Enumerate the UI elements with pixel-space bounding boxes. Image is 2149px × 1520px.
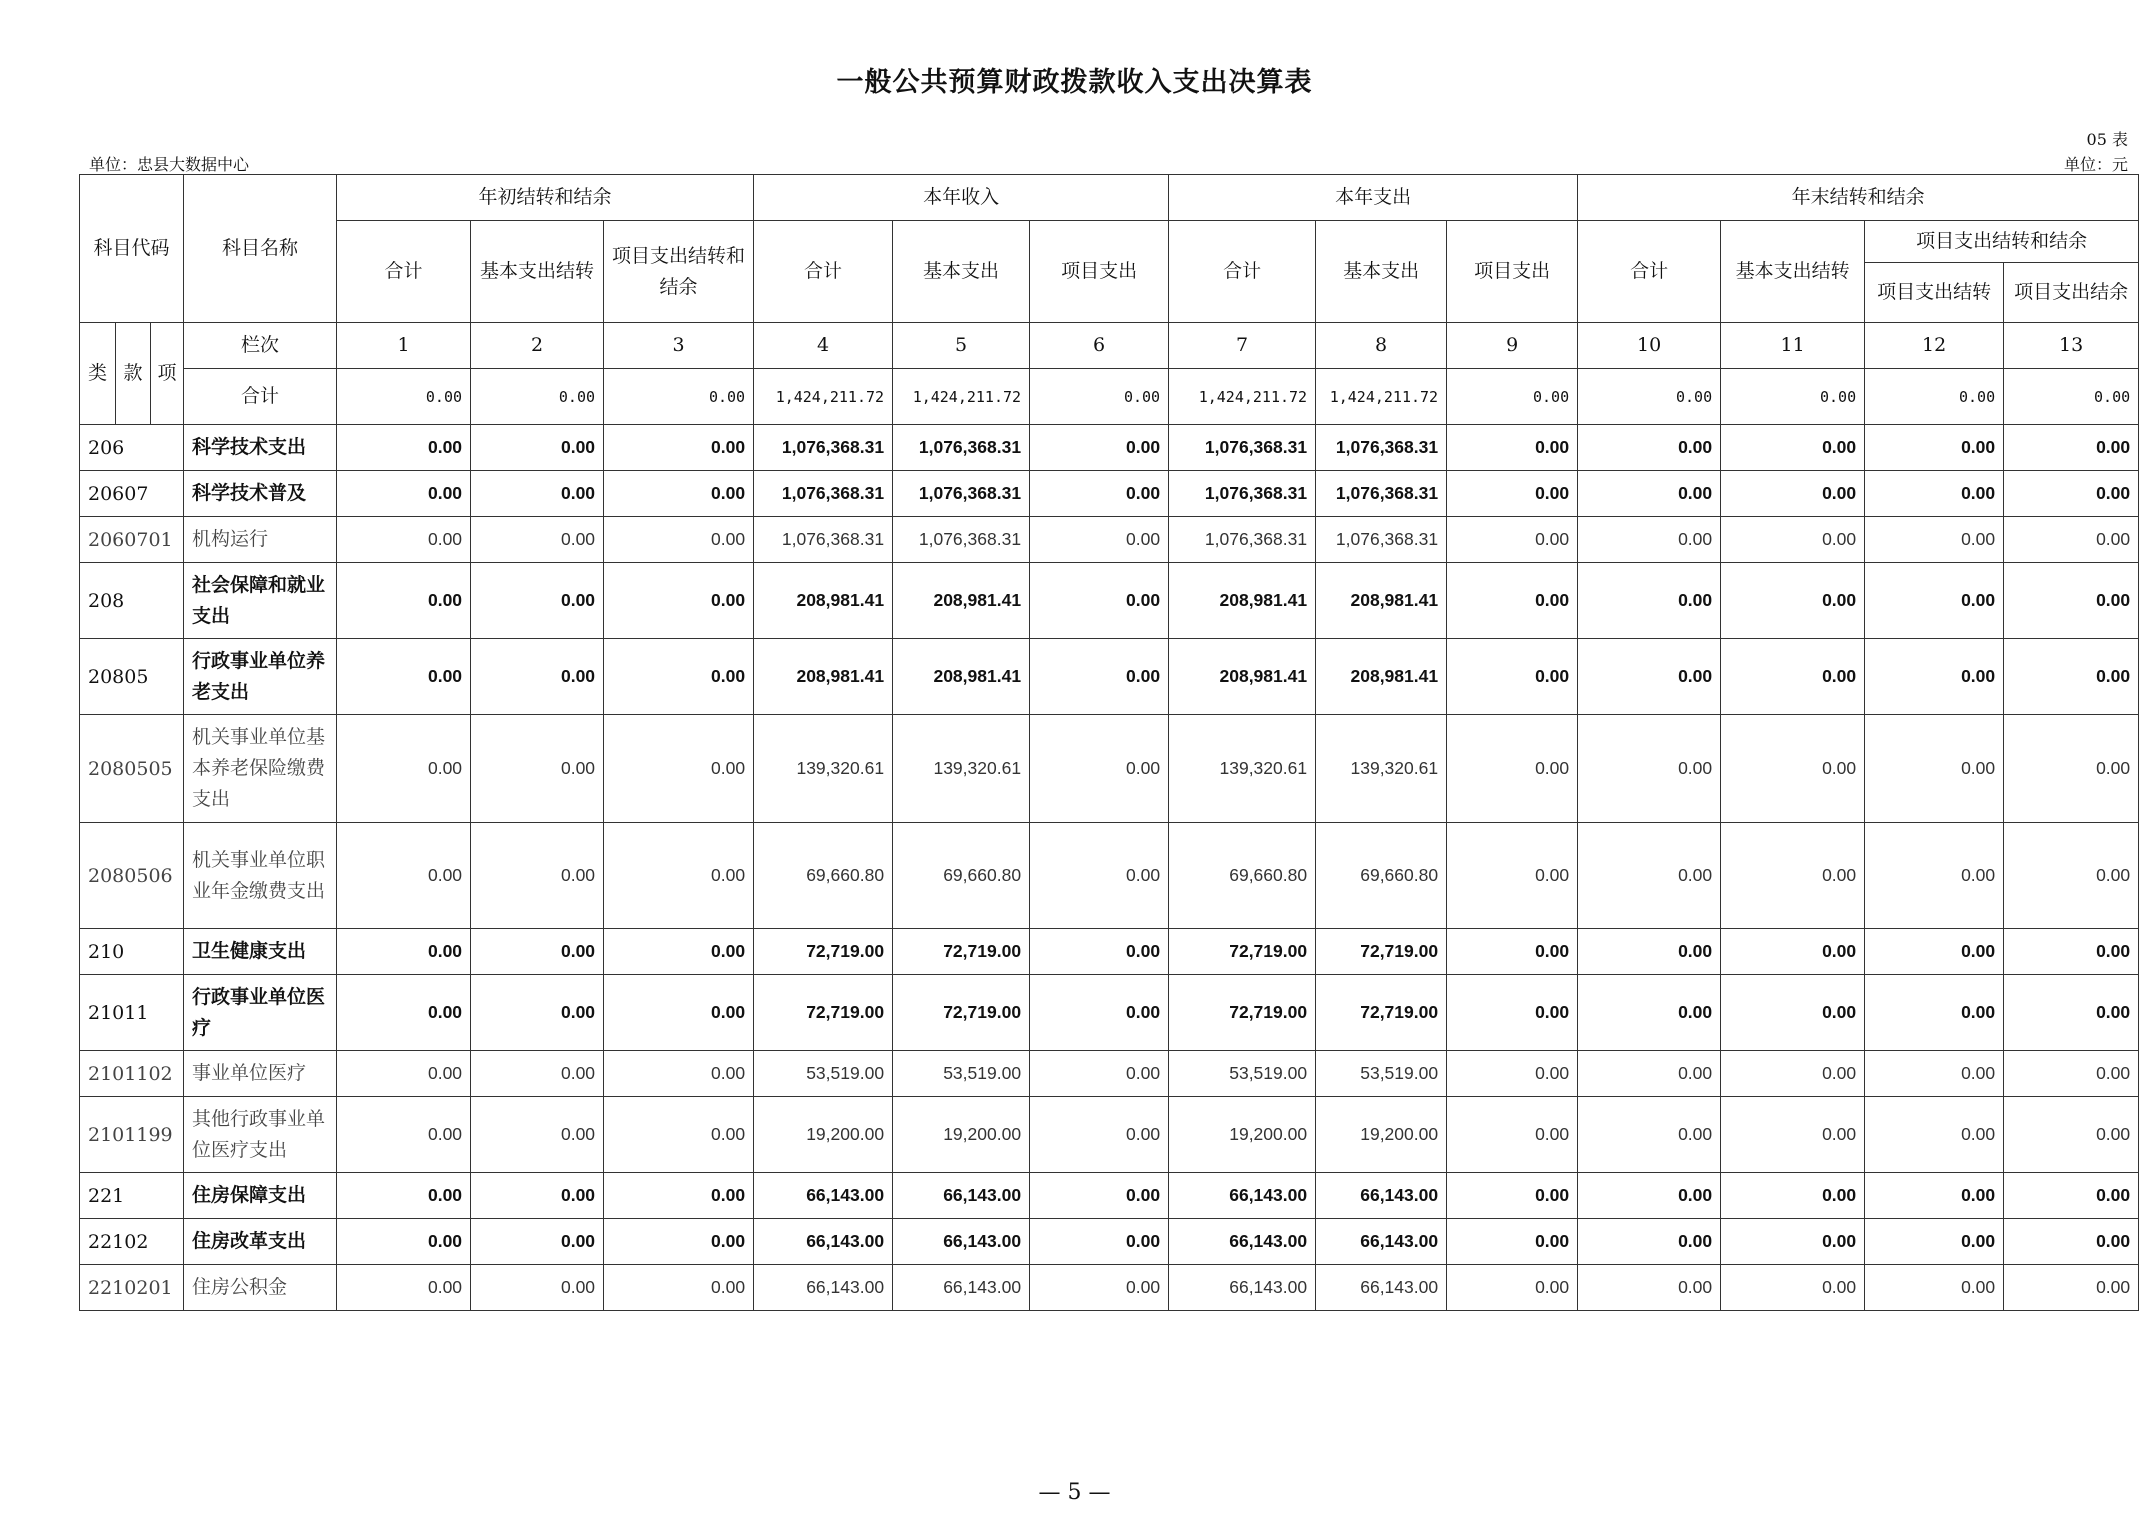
amount-cell: 1,076,368.31 <box>1169 425 1316 471</box>
total-value: 1,424,211.72 <box>893 369 1030 425</box>
subject-name: 机关事业单位职业年金缴费支出 <box>184 823 337 929</box>
amount-cell: 0.00 <box>2004 1265 2139 1311</box>
amount-cell: 0.00 <box>604 1097 754 1173</box>
amount-cell: 208,981.41 <box>754 639 893 715</box>
form-number: 05 表 <box>2086 130 2128 149</box>
amount-cell: 0.00 <box>337 1051 471 1097</box>
amount-cell: 0.00 <box>337 715 471 823</box>
amount-cell: 0.00 <box>1865 1265 2004 1311</box>
amount-cell: 66,143.00 <box>1169 1173 1316 1219</box>
header-group-closing: 年末结转和结余 <box>1578 175 2139 221</box>
table-body <box>80 425 2139 1311</box>
header-c1: 合计 <box>337 221 471 323</box>
amount-cell: 1,076,368.31 <box>893 471 1030 517</box>
amount-cell: 0.00 <box>1865 517 2004 563</box>
amount-cell: 0.00 <box>1578 517 1721 563</box>
amount-cell: 0.00 <box>1578 929 1721 975</box>
col-number: 11 <box>1721 323 1865 369</box>
amount-cell: 208,981.41 <box>1169 563 1316 639</box>
table-row <box>80 517 2139 563</box>
total-value: 0.00 <box>1865 369 2004 425</box>
amount-cell: 19,200.00 <box>1316 1097 1447 1173</box>
amount-cell: 0.00 <box>2004 1097 2139 1173</box>
table-row <box>80 1051 2139 1097</box>
amount-cell: 0.00 <box>337 1265 471 1311</box>
header-c6: 项目支出 <box>1030 221 1169 323</box>
amount-cell: 0.00 <box>1447 1219 1578 1265</box>
amount-cell: 0.00 <box>1030 471 1169 517</box>
table-row <box>80 639 2139 715</box>
amount-cell: 0.00 <box>1447 1051 1578 1097</box>
total-value: 0.00 <box>1447 369 1578 425</box>
amount-cell: 0.00 <box>1721 471 1865 517</box>
amount-cell: 0.00 <box>1721 517 1865 563</box>
header-c13: 项目支出结余 <box>2004 263 2139 323</box>
amount-cell: 0.00 <box>337 929 471 975</box>
amount-cell: 0.00 <box>1578 715 1721 823</box>
amount-cell: 0.00 <box>2004 823 2139 929</box>
page-number: — 5 — <box>1038 1480 1111 1505</box>
header-c2: 基本支出结转 <box>471 221 604 323</box>
amount-cell: 0.00 <box>1030 1097 1169 1173</box>
subject-name: 行政事业单位养老支出 <box>184 639 337 715</box>
amount-cell: 0.00 <box>604 563 754 639</box>
amount-cell: 0.00 <box>471 823 604 929</box>
subject-code: 2080506 <box>80 823 184 929</box>
amount-cell: 0.00 <box>2004 1051 2139 1097</box>
amount-cell: 0.00 <box>471 1097 604 1173</box>
subject-code: 2101199 <box>80 1097 184 1173</box>
table-row <box>80 715 2139 823</box>
header-c9: 项目支出 <box>1447 221 1578 323</box>
amount-cell: 139,320.61 <box>1316 715 1447 823</box>
currency-unit: 单位：元 <box>2063 155 2128 174</box>
amount-cell: 66,143.00 <box>1169 1265 1316 1311</box>
subject-name: 行政事业单位医疗 <box>184 975 337 1051</box>
amount-cell: 69,660.80 <box>893 823 1030 929</box>
amount-cell: 0.00 <box>1447 1173 1578 1219</box>
amount-cell: 72,719.00 <box>1169 929 1316 975</box>
amount-cell: 0.00 <box>2004 1219 2139 1265</box>
amount-cell: 0.00 <box>1578 1173 1721 1219</box>
total-value: 1,424,211.72 <box>1169 369 1316 425</box>
amount-cell: 0.00 <box>1030 425 1169 471</box>
total-value: 0.00 <box>1721 369 1865 425</box>
amount-cell: 0.00 <box>1721 1097 1865 1173</box>
amount-cell: 0.00 <box>471 639 604 715</box>
col-number: 7 <box>1169 323 1316 369</box>
total-value: 0.00 <box>1578 369 1721 425</box>
amount-cell: 0.00 <box>1447 639 1578 715</box>
amount-cell: 0.00 <box>604 715 754 823</box>
header-c7: 合计 <box>1169 221 1316 323</box>
table-row <box>80 975 2139 1051</box>
amount-cell: 0.00 <box>2004 975 2139 1051</box>
amount-cell: 53,519.00 <box>754 1051 893 1097</box>
amount-cell: 0.00 <box>1578 1097 1721 1173</box>
amount-cell: 0.00 <box>1447 563 1578 639</box>
amount-cell: 0.00 <box>2004 563 2139 639</box>
amount-cell: 139,320.61 <box>1169 715 1316 823</box>
amount-cell: 0.00 <box>1578 1219 1721 1265</box>
amount-cell: 0.00 <box>337 975 471 1051</box>
amount-cell: 0.00 <box>1865 1219 2004 1265</box>
col-number: 5 <box>893 323 1030 369</box>
col-number: 13 <box>2004 323 2139 369</box>
col-number: 12 <box>1865 323 2004 369</box>
amount-cell: 1,076,368.31 <box>893 517 1030 563</box>
amount-cell: 0.00 <box>471 1051 604 1097</box>
amount-cell: 0.00 <box>1030 1051 1169 1097</box>
col-number: 10 <box>1578 323 1721 369</box>
amount-cell: 1,076,368.31 <box>754 425 893 471</box>
amount-cell: 0.00 <box>1865 1097 2004 1173</box>
amount-cell: 0.00 <box>471 471 604 517</box>
amount-cell: 0.00 <box>1447 425 1578 471</box>
amount-cell: 1,076,368.31 <box>1169 517 1316 563</box>
header-xiang: 项 <box>151 323 184 425</box>
amount-cell: 0.00 <box>2004 715 2139 823</box>
amount-cell: 0.00 <box>1030 715 1169 823</box>
amount-cell: 0.00 <box>337 1219 471 1265</box>
amount-cell: 1,076,368.31 <box>1316 471 1447 517</box>
amount-cell: 208,981.41 <box>754 563 893 639</box>
amount-cell: 0.00 <box>604 517 754 563</box>
total-value: 1,424,211.72 <box>1316 369 1447 425</box>
amount-cell: 0.00 <box>1721 639 1865 715</box>
amount-cell: 0.00 <box>1030 975 1169 1051</box>
total-value: 0.00 <box>1030 369 1169 425</box>
amount-cell: 208,981.41 <box>1169 639 1316 715</box>
amount-cell: 0.00 <box>2004 1173 2139 1219</box>
amount-cell: 0.00 <box>1447 517 1578 563</box>
amount-cell: 0.00 <box>471 517 604 563</box>
total-value: 1,424,211.72 <box>754 369 893 425</box>
amount-cell: 0.00 <box>1030 1265 1169 1311</box>
amount-cell: 0.00 <box>604 1051 754 1097</box>
amount-cell: 1,076,368.31 <box>1169 471 1316 517</box>
amount-cell: 0.00 <box>471 1265 604 1311</box>
amount-cell: 0.00 <box>1030 1219 1169 1265</box>
amount-cell: 0.00 <box>1030 929 1169 975</box>
table-row <box>80 1097 2139 1173</box>
total-value: 0.00 <box>604 369 754 425</box>
amount-cell: 0.00 <box>1721 425 1865 471</box>
total-value: 0.00 <box>337 369 471 425</box>
amount-cell: 208,981.41 <box>1316 639 1447 715</box>
amount-cell: 208,981.41 <box>893 639 1030 715</box>
amount-cell: 0.00 <box>604 823 754 929</box>
amount-cell: 0.00 <box>2004 639 2139 715</box>
amount-cell: 0.00 <box>1447 471 1578 517</box>
total-label: 合计 <box>184 369 337 425</box>
table-row <box>80 1173 2139 1219</box>
amount-cell: 0.00 <box>2004 425 2139 471</box>
amount-cell: 0.00 <box>1030 1173 1169 1219</box>
amount-cell: 0.00 <box>1447 929 1578 975</box>
subject-code: 21011 <box>80 975 184 1051</box>
header-c4: 合计 <box>754 221 893 323</box>
budget-table <box>79 174 2139 1311</box>
subject-name: 社会保障和就业支出 <box>184 563 337 639</box>
subject-code: 2080505 <box>80 715 184 823</box>
amount-cell: 139,320.61 <box>754 715 893 823</box>
amount-cell: 69,660.80 <box>1316 823 1447 929</box>
amount-cell: 66,143.00 <box>754 1265 893 1311</box>
subject-name: 住房保障支出 <box>184 1173 337 1219</box>
amount-cell: 53,519.00 <box>1316 1051 1447 1097</box>
amount-cell: 0.00 <box>1865 425 2004 471</box>
amount-cell: 0.00 <box>1578 823 1721 929</box>
subject-name: 住房改革支出 <box>184 1219 337 1265</box>
amount-cell: 0.00 <box>604 1265 754 1311</box>
amount-cell: 1,076,368.31 <box>1316 517 1447 563</box>
amount-cell: 72,719.00 <box>893 929 1030 975</box>
amount-cell: 66,143.00 <box>893 1173 1030 1219</box>
amount-cell: 0.00 <box>471 975 604 1051</box>
amount-cell: 0.00 <box>471 1173 604 1219</box>
amount-cell: 0.00 <box>1447 715 1578 823</box>
amount-cell: 0.00 <box>337 823 471 929</box>
amount-cell: 69,660.80 <box>754 823 893 929</box>
amount-cell: 69,660.80 <box>1169 823 1316 929</box>
amount-cell: 0.00 <box>471 929 604 975</box>
amount-cell: 0.00 <box>1578 1051 1721 1097</box>
amount-cell: 0.00 <box>337 563 471 639</box>
table-row <box>80 563 2139 639</box>
subject-code: 2210201 <box>80 1265 184 1311</box>
amount-cell: 1,076,368.31 <box>754 471 893 517</box>
amount-cell: 0.00 <box>1030 639 1169 715</box>
amount-cell: 0.00 <box>471 563 604 639</box>
amount-cell: 0.00 <box>1721 1219 1865 1265</box>
amount-cell: 66,143.00 <box>1316 1265 1447 1311</box>
amount-cell: 0.00 <box>1030 823 1169 929</box>
amount-cell: 0.00 <box>1865 1051 2004 1097</box>
col-number: 2 <box>471 323 604 369</box>
amount-cell: 0.00 <box>604 1173 754 1219</box>
amount-cell: 0.00 <box>1721 929 1865 975</box>
amount-cell: 66,143.00 <box>893 1219 1030 1265</box>
header-c8: 基本支出 <box>1316 221 1447 323</box>
subject-name: 住房公积金 <box>184 1265 337 1311</box>
amount-cell: 19,200.00 <box>1169 1097 1316 1173</box>
header-name: 科目名称 <box>184 175 337 323</box>
amount-cell: 0.00 <box>1721 1173 1865 1219</box>
table-row <box>80 823 2139 929</box>
amount-cell: 66,143.00 <box>1316 1219 1447 1265</box>
subject-code: 22102 <box>80 1219 184 1265</box>
amount-cell: 0.00 <box>1030 517 1169 563</box>
header-group-opening: 年初结转和结余 <box>337 175 754 221</box>
amount-cell: 0.00 <box>1865 715 2004 823</box>
amount-cell: 0.00 <box>1865 975 2004 1051</box>
amount-cell: 0.00 <box>1447 1097 1578 1173</box>
col-number: 6 <box>1030 323 1169 369</box>
amount-cell: 0.00 <box>1865 471 2004 517</box>
amount-cell: 0.00 <box>604 1219 754 1265</box>
amount-cell: 0.00 <box>337 1173 471 1219</box>
amount-cell: 0.00 <box>604 471 754 517</box>
amount-cell: 0.00 <box>2004 517 2139 563</box>
amount-cell: 72,719.00 <box>893 975 1030 1051</box>
amount-cell: 72,719.00 <box>754 975 893 1051</box>
subject-name: 卫生健康支出 <box>184 929 337 975</box>
header-code: 科目代码 <box>80 175 184 323</box>
amount-cell: 66,143.00 <box>754 1219 893 1265</box>
amount-cell: 72,719.00 <box>754 929 893 975</box>
header-c11: 基本支出结转 <box>1721 221 1865 323</box>
amount-cell: 0.00 <box>1721 823 1865 929</box>
header-group-expense: 本年支出 <box>1169 175 1578 221</box>
report-title: 一般公共预算财政拨款收入支出决算表 <box>836 67 1313 98</box>
amount-cell: 0.00 <box>1721 1051 1865 1097</box>
header-lei: 类 <box>80 323 116 425</box>
amount-cell: 0.00 <box>1865 563 2004 639</box>
amount-cell: 1,076,368.31 <box>1316 425 1447 471</box>
amount-cell: 72,719.00 <box>1169 975 1316 1051</box>
amount-cell: 0.00 <box>1865 929 2004 975</box>
amount-cell: 0.00 <box>604 639 754 715</box>
header-lanci: 栏次 <box>184 323 337 369</box>
amount-cell: 1,076,368.31 <box>893 425 1030 471</box>
amount-cell: 0.00 <box>604 425 754 471</box>
amount-cell: 0.00 <box>2004 471 2139 517</box>
subject-name: 其他行政事业单位医疗支出 <box>184 1097 337 1173</box>
subject-code: 20607 <box>80 471 184 517</box>
amount-cell: 66,143.00 <box>893 1265 1030 1311</box>
amount-cell: 0.00 <box>604 929 754 975</box>
amount-cell: 0.00 <box>1030 563 1169 639</box>
amount-cell: 208,981.41 <box>893 563 1030 639</box>
amount-cell: 0.00 <box>1447 1265 1578 1311</box>
amount-cell: 0.00 <box>1578 975 1721 1051</box>
subject-code: 206 <box>80 425 184 471</box>
col-number: 1 <box>337 323 471 369</box>
amount-cell: 66,143.00 <box>1169 1219 1316 1265</box>
amount-cell: 66,143.00 <box>1316 1173 1447 1219</box>
amount-cell: 0.00 <box>337 471 471 517</box>
subject-code: 221 <box>80 1173 184 1219</box>
amount-cell: 19,200.00 <box>893 1097 1030 1173</box>
subject-name: 机关事业单位基本养老保险缴费支出 <box>184 715 337 823</box>
header-c12-13-group: 项目支出结转和结余 <box>1865 221 2139 263</box>
subject-code: 210 <box>80 929 184 975</box>
amount-cell: 0.00 <box>471 425 604 471</box>
amount-cell: 19,200.00 <box>754 1097 893 1173</box>
amount-cell: 66,143.00 <box>754 1173 893 1219</box>
amount-cell: 0.00 <box>1578 639 1721 715</box>
amount-cell: 0.00 <box>337 425 471 471</box>
subject-code: 2060701 <box>80 517 184 563</box>
amount-cell: 53,519.00 <box>893 1051 1030 1097</box>
subject-code: 2101102 <box>80 1051 184 1097</box>
header-c3: 项目支出结转和结余 <box>604 221 754 323</box>
amount-cell: 0.00 <box>1578 563 1721 639</box>
amount-cell: 1,076,368.31 <box>754 517 893 563</box>
subject-name: 科学技术普及 <box>184 471 337 517</box>
table-row <box>80 425 2139 471</box>
table-row <box>80 929 2139 975</box>
amount-cell: 0.00 <box>604 975 754 1051</box>
amount-cell: 0.00 <box>1721 715 1865 823</box>
header-group-income: 本年收入 <box>754 175 1169 221</box>
amount-cell: 0.00 <box>471 1219 604 1265</box>
subject-name: 事业单位医疗 <box>184 1051 337 1097</box>
reporting-unit: 单位：忠县大数据中心 <box>89 155 250 174</box>
subject-name: 科学技术支出 <box>184 425 337 471</box>
col-number: 9 <box>1447 323 1578 369</box>
total-value: 0.00 <box>2004 369 2139 425</box>
amount-cell: 0.00 <box>337 639 471 715</box>
header-kuan: 款 <box>116 323 151 425</box>
header-c10: 合计 <box>1578 221 1721 323</box>
amount-cell: 53,519.00 <box>1169 1051 1316 1097</box>
amount-cell: 0.00 <box>1578 471 1721 517</box>
amount-cell: 0.00 <box>1721 1265 1865 1311</box>
amount-cell: 0.00 <box>1578 425 1721 471</box>
subject-code: 208 <box>80 563 184 639</box>
amount-cell: 0.00 <box>1447 823 1578 929</box>
amount-cell: 0.00 <box>337 1097 471 1173</box>
amount-cell: 0.00 <box>1721 975 1865 1051</box>
amount-cell: 0.00 <box>1865 639 2004 715</box>
amount-cell: 0.00 <box>471 715 604 823</box>
col-number: 3 <box>604 323 754 369</box>
header-c5: 基本支出 <box>893 221 1030 323</box>
col-number: 8 <box>1316 323 1447 369</box>
subject-code: 20805 <box>80 639 184 715</box>
table-row <box>80 1265 2139 1311</box>
total-value: 0.00 <box>471 369 604 425</box>
amount-cell: 0.00 <box>1578 1265 1721 1311</box>
amount-cell: 0.00 <box>2004 929 2139 975</box>
amount-cell: 0.00 <box>1447 975 1578 1051</box>
amount-cell: 0.00 <box>1721 563 1865 639</box>
amount-cell: 0.00 <box>1865 1173 2004 1219</box>
table-row <box>80 1219 2139 1265</box>
header-c12: 项目支出结转 <box>1865 263 2004 323</box>
amount-cell: 72,719.00 <box>1316 929 1447 975</box>
amount-cell: 0.00 <box>1865 823 2004 929</box>
amount-cell: 72,719.00 <box>1316 975 1447 1051</box>
amount-cell: 208,981.41 <box>1316 563 1447 639</box>
col-number: 4 <box>754 323 893 369</box>
amount-cell: 0.00 <box>337 517 471 563</box>
table-row <box>80 471 2139 517</box>
amount-cell: 139,320.61 <box>893 715 1030 823</box>
subject-name: 机构运行 <box>184 517 337 563</box>
